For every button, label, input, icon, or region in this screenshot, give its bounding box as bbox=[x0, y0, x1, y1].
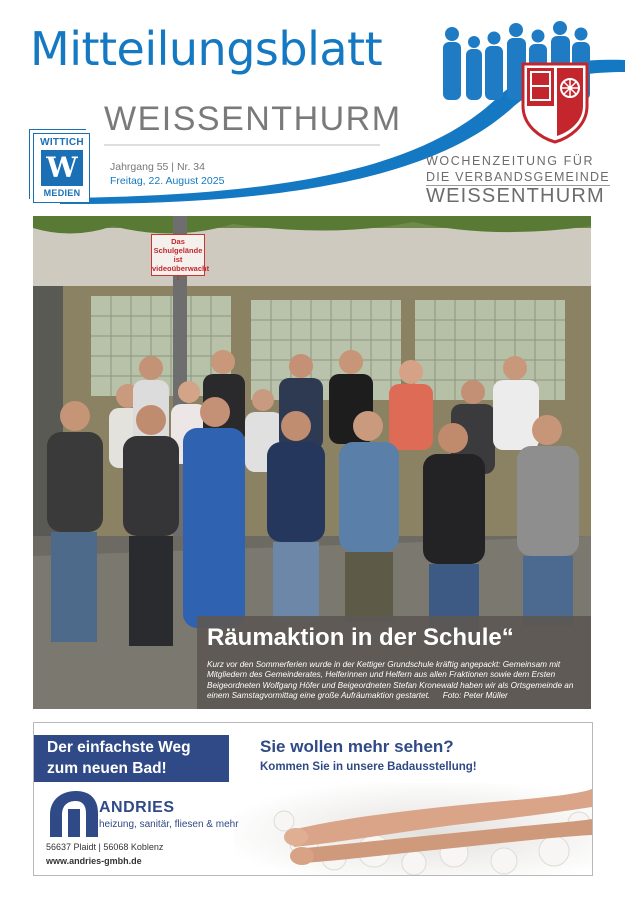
photo-credit: Foto: Peter Müller bbox=[442, 691, 508, 701]
logo-top-text: WITTICH bbox=[40, 137, 84, 148]
ad-tagline-line2: zum neuen Bad! bbox=[47, 760, 167, 777]
cover-caption bbox=[207, 660, 585, 702]
cover-headline: Räumaktion in der Schule“ bbox=[207, 624, 514, 651]
issue-info bbox=[110, 160, 224, 188]
masthead-title: Mitteilungsblatt bbox=[30, 22, 383, 76]
ad-brand-name: ANDRIES bbox=[99, 799, 175, 816]
surveillance-sign: Das Schulgelände ist videoüberwacht ! bbox=[151, 234, 205, 276]
weekly-line-1: WOCHENZEITUNG FÜR bbox=[426, 154, 595, 168]
caption-text: Kurz vor den Sommerferien wurde in der Kettiger Grundschule kräftig angepackt: Gemeinsam mit Mitgliedern des Gemeinderates, Helferinnen und Helfern aus allen Fraktionen sowie dem Ersten Beigeordneten Wolfgang Höfer und Beigeordneten Stefan Kronewald haben wir als Ortsgemeinde an einem Samstagvormittag eine große Aufräumaktion gestartet. bbox=[207, 660, 574, 701]
cover-photo bbox=[33, 216, 591, 709]
ad-brand-tagline: heizung, sanitär, fliesen & mehr bbox=[99, 819, 239, 830]
ad-address: 56637 Plaidt | 56068 Koblenz bbox=[46, 842, 164, 852]
issue-date: Freitag, 22. August 2025 bbox=[110, 175, 225, 187]
photo-caption-box bbox=[197, 616, 591, 709]
masthead-town: WEISSENTHURM bbox=[104, 100, 402, 138]
advertisement[interactable] bbox=[33, 722, 593, 876]
ad-subline: Kommen Sie in unsere Badausstellung! bbox=[260, 761, 477, 773]
logo-letter: W bbox=[41, 150, 83, 186]
issue-number: Jahrgang 55 | Nr. 34 bbox=[110, 161, 205, 173]
ad-website-link[interactable]: www.andries-gmbh.de bbox=[46, 856, 142, 866]
wittich-medien-logo bbox=[33, 133, 90, 203]
ad-headline: Sie wollen mehr sehen? bbox=[260, 737, 454, 756]
andries-logo-icon bbox=[46, 789, 100, 841]
logo-bottom-text: MEDIEN bbox=[43, 188, 81, 198]
weekly-line-2: DIE VERBANDSGEMEINDE bbox=[426, 170, 610, 184]
masthead bbox=[0, 0, 625, 214]
weekly-line-3: WEISSENTHURM bbox=[426, 185, 605, 207]
ad-tagline-box bbox=[34, 735, 229, 782]
ad-tagline-line1: Der einfachste Weg bbox=[47, 739, 191, 756]
coat-of-arms-icon bbox=[519, 60, 591, 144]
